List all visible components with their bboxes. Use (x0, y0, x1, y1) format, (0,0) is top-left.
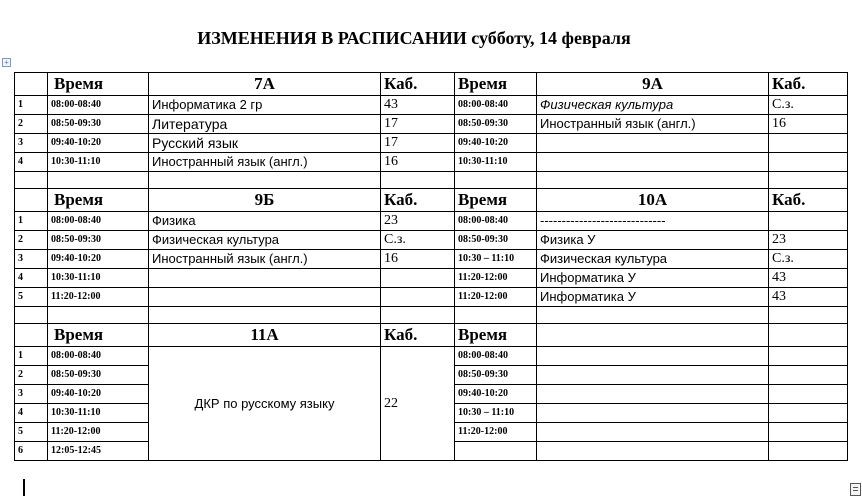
subject-left: Литература (149, 115, 381, 134)
header-time-left: Время (48, 324, 149, 347)
table-row (15, 134, 848, 153)
room-right (769, 134, 848, 153)
table-row (15, 153, 848, 172)
lesson-time-right: 09:40-10:20 (455, 385, 537, 404)
header-time-right: Время (455, 324, 537, 347)
spacer-cell (537, 307, 769, 324)
lesson-time-right (455, 442, 537, 461)
subject-right (537, 385, 769, 404)
lesson-number: 4 (15, 404, 48, 423)
lesson-number: 3 (15, 250, 48, 269)
header-time-right: Время (455, 189, 537, 212)
room-right (769, 347, 848, 366)
room-right (769, 212, 848, 231)
spacer-cell (769, 307, 848, 324)
table-move-handle-icon[interactable]: + (2, 58, 11, 67)
lesson-number: 4 (15, 269, 48, 288)
spacer-cell (48, 307, 149, 324)
room-left: 17 (381, 134, 455, 153)
room-right: С.з. (769, 96, 848, 115)
header-room-left: Каб. (381, 189, 455, 212)
lesson-time-right: 09:40-10:20 (455, 134, 537, 153)
lesson-time-left: 08:00-08:40 (48, 212, 149, 231)
lesson-time-left: 08:50-09:30 (48, 366, 149, 385)
lesson-time-right: 08:50-09:30 (455, 366, 537, 385)
header-class-right: 10А (537, 189, 769, 212)
room-left (381, 269, 455, 288)
subject-left: Русский язык (149, 134, 381, 153)
subject-right: Физическая культура (537, 96, 769, 115)
table-row (15, 212, 848, 231)
room-left: С.з. (381, 231, 455, 250)
table-row (15, 231, 848, 250)
room-right: С.з. (769, 250, 848, 269)
lesson-time-left: 08:00-08:40 (48, 96, 149, 115)
header-time-left: Время (48, 73, 149, 96)
subject-left: Иностранный язык (англ.) (149, 153, 381, 172)
spacer-row (15, 307, 848, 324)
text-cursor (23, 479, 25, 496)
room-right (769, 153, 848, 172)
subject-left: Информатика 2 гр (149, 96, 381, 115)
room-left: 17 (381, 115, 455, 134)
header-room-right: Каб. (769, 189, 848, 212)
lesson-time-left: 11:20-12:00 (48, 288, 149, 307)
table-row (15, 347, 848, 366)
merged-room-cell: 22 (381, 347, 455, 461)
lesson-time-left: 08:50-09:30 (48, 231, 149, 250)
header-room-left: Каб. (381, 73, 455, 96)
header-room-right (769, 324, 848, 347)
header-row (15, 73, 848, 96)
subject-left (149, 269, 381, 288)
lesson-number: 2 (15, 366, 48, 385)
table-row (15, 288, 848, 307)
header-class-left: 11А (149, 324, 381, 347)
lesson-time-left: 08:00-08:40 (48, 347, 149, 366)
subject-right: ----------------------------- (537, 212, 769, 231)
spacer-row (15, 172, 848, 189)
spacer-cell (537, 172, 769, 189)
spacer-cell (149, 307, 381, 324)
lesson-time-right: 11:20-12:00 (455, 288, 537, 307)
lesson-time-right: 10:30-11:10 (455, 153, 537, 172)
lesson-number: 5 (15, 288, 48, 307)
merged-subject-cell: ДКР по русскому языку (149, 347, 381, 461)
lesson-number: 4 (15, 153, 48, 172)
subject-right: Иностранный язык (англ.) (537, 115, 769, 134)
header-row (15, 324, 848, 347)
room-left (381, 288, 455, 307)
subject-left: Иностранный язык (англ.) (149, 250, 381, 269)
room-right: 43 (769, 288, 848, 307)
subject-right (537, 404, 769, 423)
lesson-time-right: 08:50-09:30 (455, 231, 537, 250)
subject-right (537, 134, 769, 153)
lesson-number: 2 (15, 231, 48, 250)
lesson-time-right: 08:00-08:40 (455, 96, 537, 115)
room-left: 16 (381, 153, 455, 172)
lesson-number: 1 (15, 212, 48, 231)
spacer-cell (381, 172, 455, 189)
room-right (769, 423, 848, 442)
room-right: 23 (769, 231, 848, 250)
subject-right (537, 442, 769, 461)
header-room-right: Каб. (769, 73, 848, 96)
lesson-time-left: 09:40-10:20 (48, 250, 149, 269)
lesson-time-left: 10:30-11:10 (48, 269, 149, 288)
room-right (769, 385, 848, 404)
header-number-cell (15, 73, 48, 96)
spacer-cell (15, 172, 48, 189)
subject-right: Информатика У (537, 269, 769, 288)
lesson-time-right: 08:50-09:30 (455, 115, 537, 134)
header-class-right (537, 324, 769, 347)
lesson-number: 1 (15, 96, 48, 115)
room-right (769, 442, 848, 461)
lesson-time-left: 10:30-11:10 (48, 153, 149, 172)
spacer-cell (48, 172, 149, 189)
spacer-cell (455, 172, 537, 189)
subject-right: Информатика У (537, 288, 769, 307)
room-right (769, 404, 848, 423)
spacer-cell (381, 307, 455, 324)
subject-left (149, 288, 381, 307)
spacer-cell (455, 307, 537, 324)
spacer-cell (769, 172, 848, 189)
lesson-number: 3 (15, 385, 48, 404)
spacer-cell (15, 307, 48, 324)
lesson-time-right: 08:00-08:40 (455, 347, 537, 366)
page-title: ИЗМЕНЕНИЯ В РАСПИСАНИИ субботу, 14 февраля (197, 28, 631, 48)
header-class-left: 9Б (149, 189, 381, 212)
table-row (15, 250, 848, 269)
subject-left: Физика (149, 212, 381, 231)
subject-left: Физическая культура (149, 231, 381, 250)
lesson-time-right: 10:30 – 11:10 (455, 404, 537, 423)
room-right (769, 366, 848, 385)
table-row (15, 269, 848, 288)
lesson-time-right: 10:30 – 11:10 (455, 250, 537, 269)
room-left: 16 (381, 250, 455, 269)
header-time-left: Время (48, 189, 149, 212)
room-left: 23 (381, 212, 455, 231)
table-row (15, 96, 848, 115)
lesson-time-left: 12:05-12:45 (48, 442, 149, 461)
header-class-left: 7А (149, 73, 381, 96)
subject-right (537, 347, 769, 366)
spacer-cell (149, 172, 381, 189)
subject-right (537, 366, 769, 385)
lesson-time-left: 09:40-10:20 (48, 385, 149, 404)
paste-options-icon[interactable] (850, 483, 861, 496)
subject-right: Физика У (537, 231, 769, 250)
lesson-number: 5 (15, 423, 48, 442)
subject-right (537, 423, 769, 442)
lesson-time-right: 11:20-12:00 (455, 423, 537, 442)
room-right: 43 (769, 269, 848, 288)
room-right: 16 (769, 115, 848, 134)
lesson-time-left: 08:50-09:30 (48, 115, 149, 134)
lesson-number: 1 (15, 347, 48, 366)
header-number-cell (15, 189, 48, 212)
header-class-right: 9А (537, 73, 769, 96)
header-number-cell (15, 324, 48, 347)
lesson-time-left: 09:40-10:20 (48, 134, 149, 153)
lesson-time-left: 10:30-11:10 (48, 404, 149, 423)
schedule-table (14, 72, 848, 461)
room-left: 43 (381, 96, 455, 115)
subject-right: Физическая культура (537, 250, 769, 269)
lesson-number: 3 (15, 134, 48, 153)
header-time-right: Время (455, 73, 537, 96)
subject-right (537, 153, 769, 172)
header-room-left: Каб. (381, 324, 455, 347)
lesson-time-right: 11:20-12:00 (455, 269, 537, 288)
lesson-time-right: 08:00-08:40 (455, 212, 537, 231)
lesson-number: 6 (15, 442, 48, 461)
lesson-time-left: 11:20-12:00 (48, 423, 149, 442)
lesson-number: 2 (15, 115, 48, 134)
header-row (15, 189, 848, 212)
table-row (15, 115, 848, 134)
